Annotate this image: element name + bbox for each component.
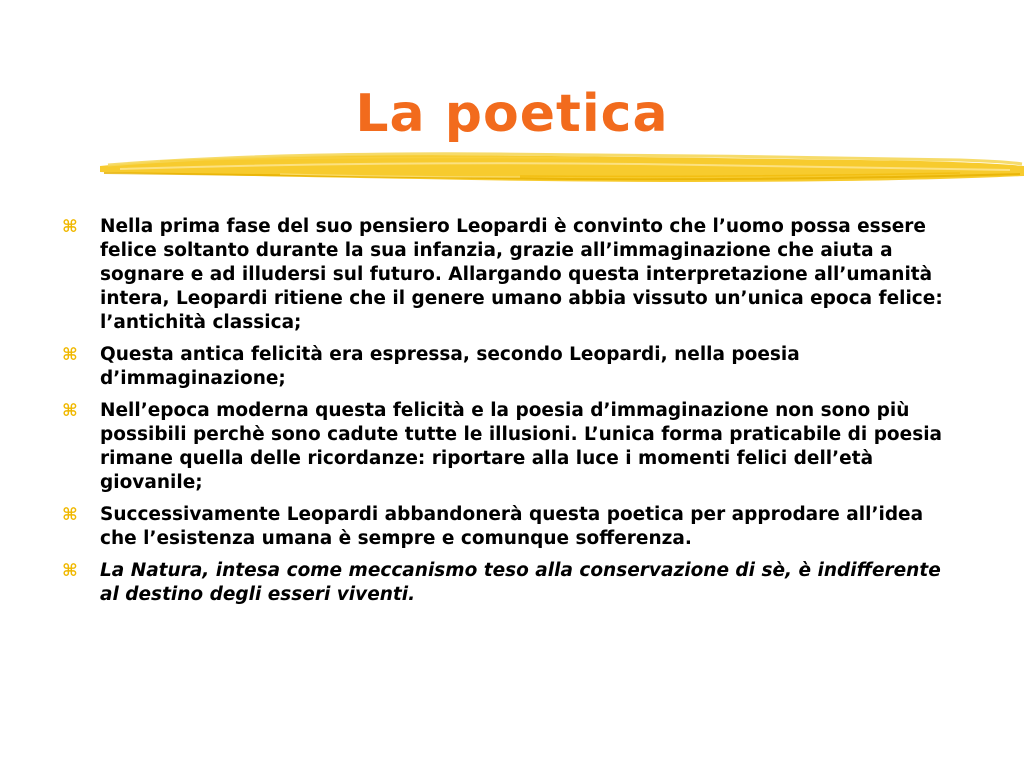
- z-bullet-icon: ⌘: [62, 345, 78, 365]
- list-item: [60, 503, 965, 551]
- list-item: [60, 343, 965, 391]
- slide-title: La poetica: [355, 84, 669, 144]
- title-underline-brushstroke: [100, 146, 1024, 192]
- z-bullet-icon: ⌘: [62, 401, 78, 421]
- bullet-text: La Natura, intesa come meccanismo teso alla conservazione di sè, è indifferente al destino degli esseri viventi.: [100, 560, 941, 605]
- bullet-text: Successivamente Leopardi abbandonerà questa poetica per approdare all’idea che l’esistenza umana è sempre e comunque sofferenza.: [100, 504, 924, 549]
- list-item: [60, 215, 965, 335]
- bullet-text: Nella prima fase del suo pensiero Leopardi è convinto che l’uomo possa essere felice soltanto durante la sua infanzia, grazie all’immaginazione che aiuta a sognare e ad illudersi sul futuro. Allargando questa interpretazione all’umanità intera, Leopardi ritiene che il genere umano abbia vissuto un’unica epoca felice: l’antichità classica;: [100, 216, 943, 333]
- list-item: [60, 559, 965, 607]
- list-item: [60, 399, 965, 495]
- bullet-text: Questa antica felicità era espressa, secondo Leopardi, nella poesia d’immaginazione;: [100, 344, 800, 389]
- bullet-list: [60, 215, 965, 615]
- z-bullet-icon: ⌘: [62, 561, 78, 581]
- z-bullet-icon: ⌘: [62, 217, 78, 237]
- bullet-text: Nell’epoca moderna questa felicità e la poesia d’immaginazione non sono più possibili perchè sono cadute tutte le illusioni. L’unica forma praticabile di poesia rimane quella delle ricordanze: riportare alla luce i momenti felici dell’età giovanile;: [100, 400, 943, 493]
- z-bullet-icon: ⌘: [62, 505, 78, 525]
